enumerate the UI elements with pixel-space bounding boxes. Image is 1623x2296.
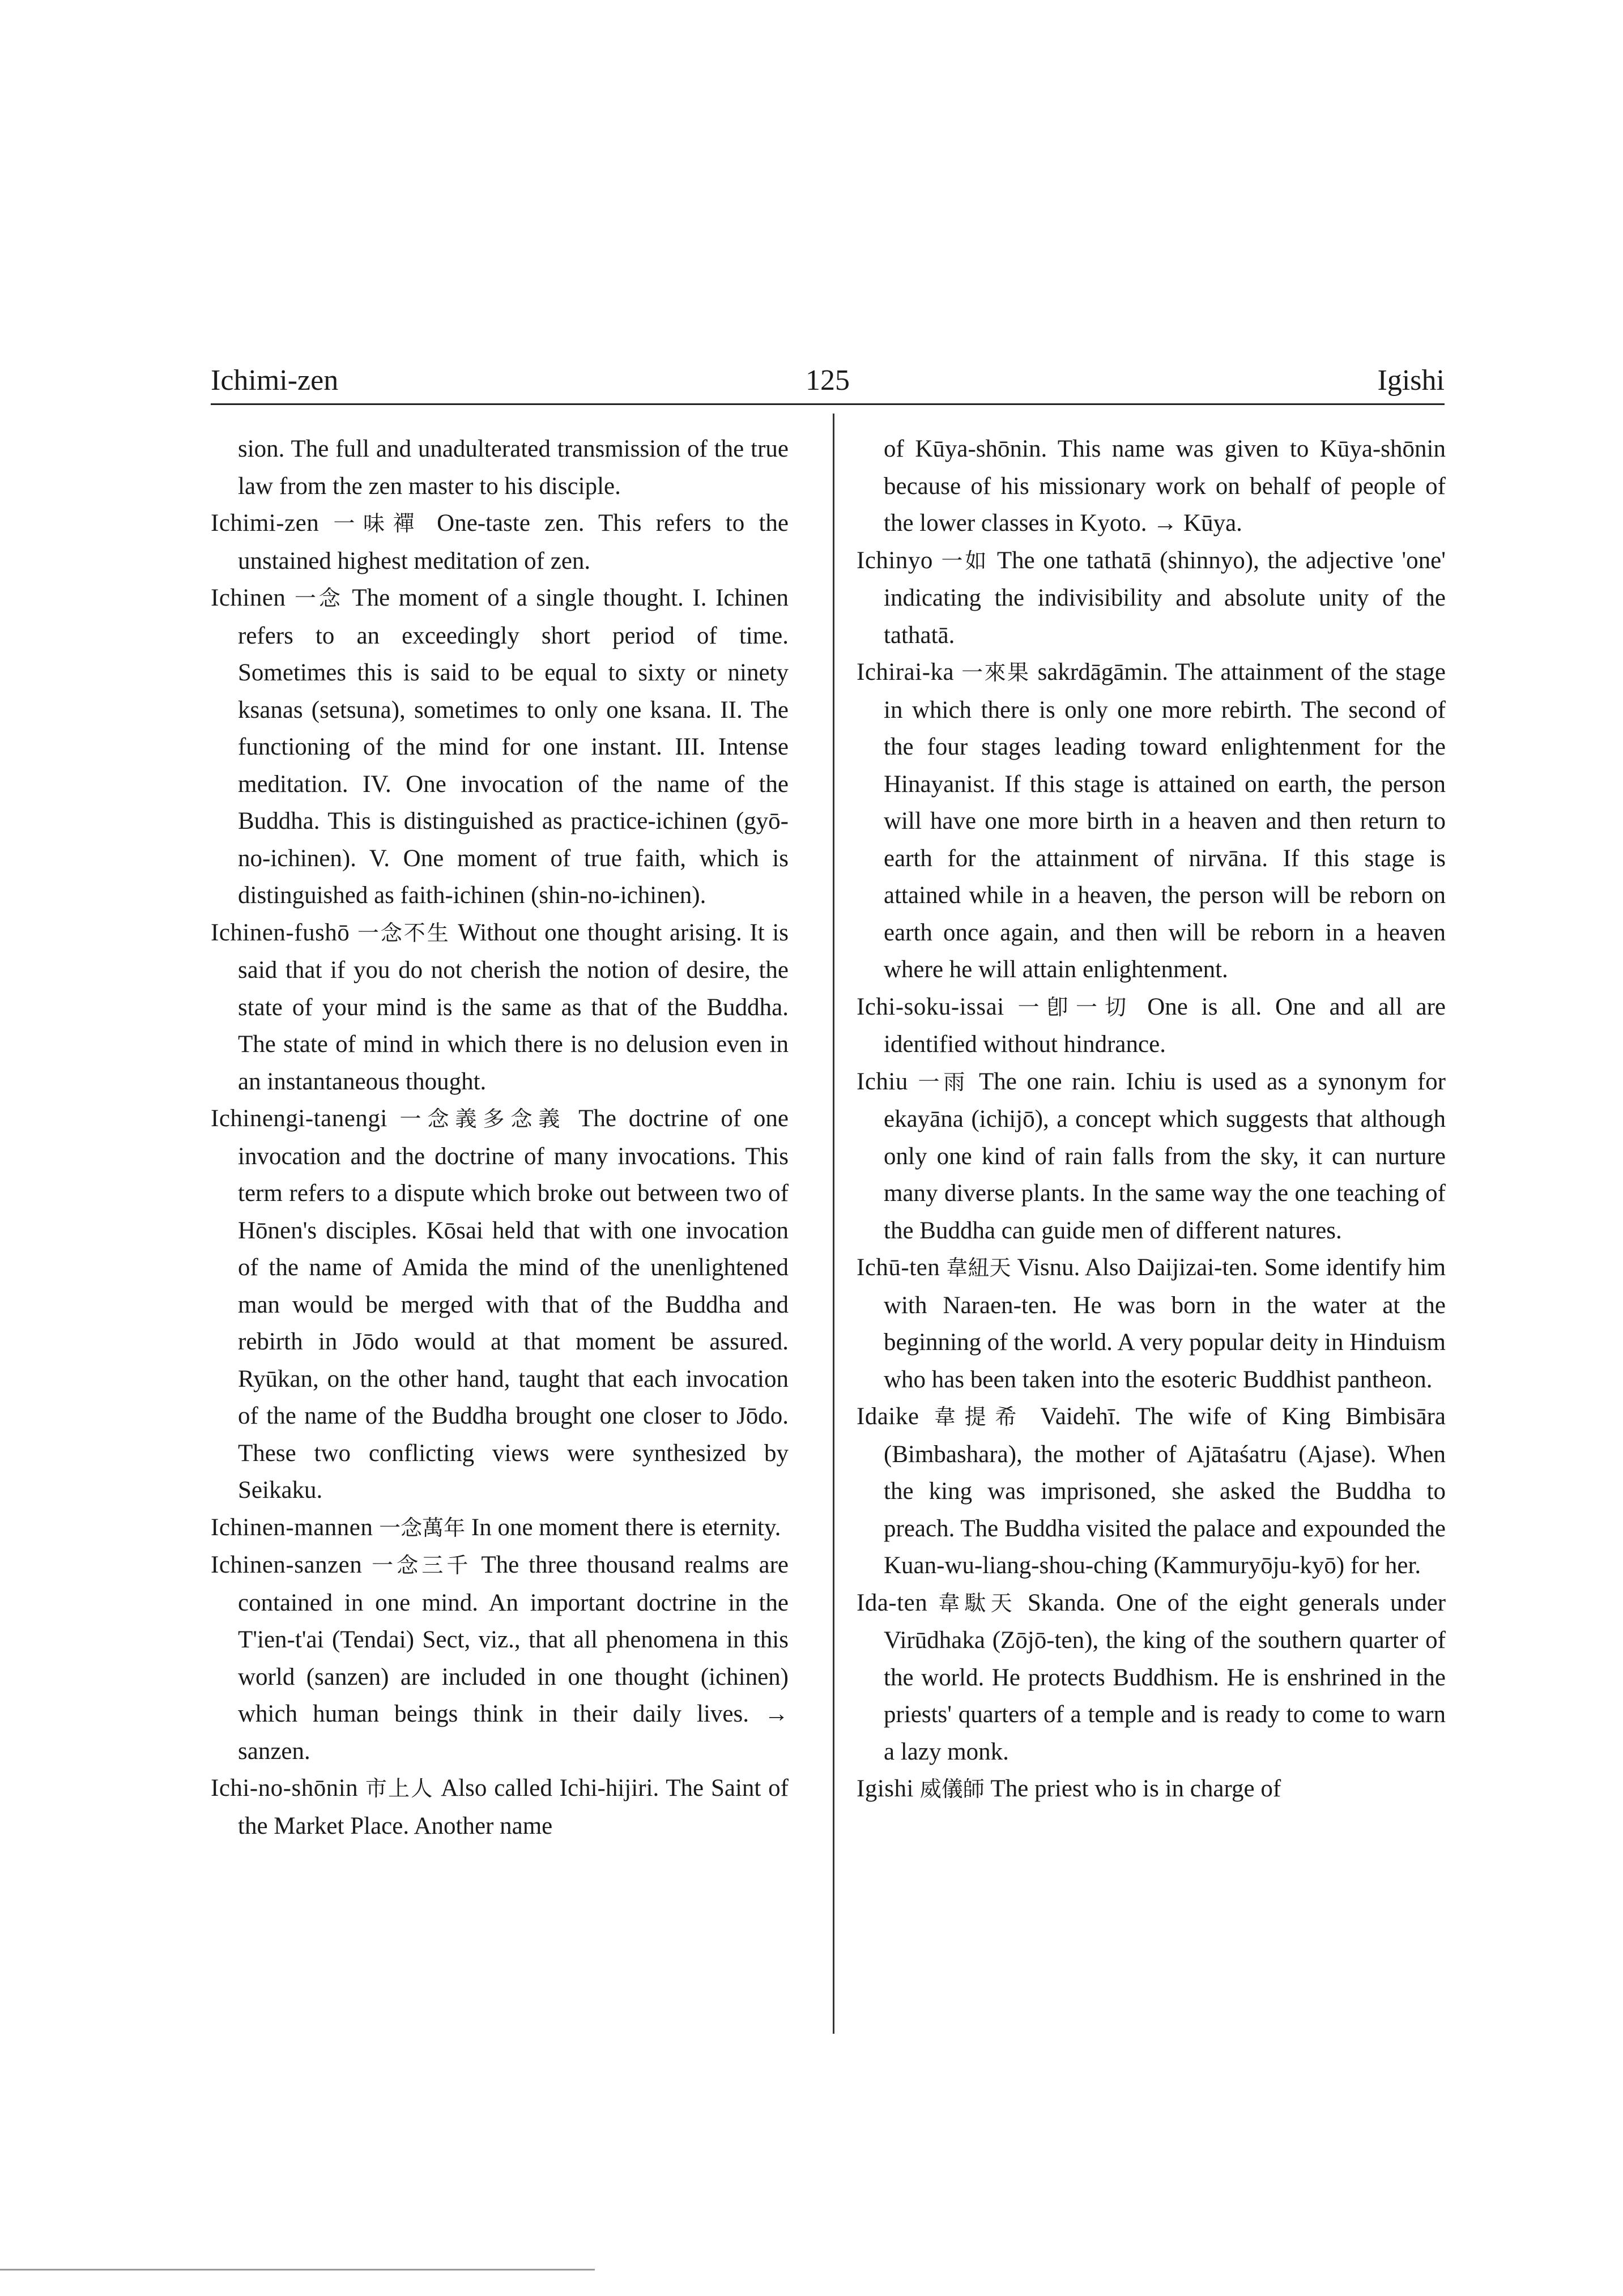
entry-headword: Ichi-no-shōnin [211, 1775, 359, 1801]
entry-headword: Ichirai-ka [857, 659, 955, 685]
right-column [857, 431, 1446, 1808]
entry-headword: Ida-ten [857, 1589, 928, 1616]
entry-headword: Ichinen-sanzen [211, 1552, 363, 1578]
dictionary-entry [211, 505, 789, 580]
entry-kanji: 一念不生 [357, 920, 450, 945]
entry-headword: Ichiu [857, 1068, 908, 1095]
dictionary-entry [857, 1249, 1446, 1398]
scan-bottom-rule [0, 2269, 595, 2271]
header-rule [211, 403, 1445, 405]
entry-headword: Idaike [857, 1403, 919, 1430]
entry-kanji: 一味禪 [333, 511, 423, 536]
dictionary-entry [211, 1100, 789, 1509]
entry-definition: Skanda. One of the eight generals under Virūdhaka (Zōjō-ten), the king of the southern quarter of the world. He protects Buddhism. He is enshrined in the priests' quarters of a temple and is ready to come to warn a lazy monk. [884, 1589, 1446, 1765]
entry-definition: Also called Ichi-hijiri. The Saint of the Market Place. Another name [238, 1775, 789, 1839]
entry-definition: The priest who is in charge of [990, 1775, 1281, 1802]
dictionary-entry [857, 542, 1446, 654]
entry-kanji: 一念義多念義 [399, 1106, 566, 1131]
entry-kanji: 一如 [941, 548, 989, 573]
entry-definition: Visnu. Also Daijizai-ten. Some identify him with Naraen-ten. He was born in the water at the beginning of the world. A very popular deity in Hinduism who has been taken into the esoteric Buddhist pantheon. [884, 1254, 1446, 1393]
dictionary-entry [211, 914, 789, 1101]
running-header [211, 358, 1445, 403]
dictionary-entry [211, 580, 789, 914]
entry-headword: Ichinyo [857, 547, 933, 574]
entry-definition: The moment of a single thought. I. Ichinen refers to an exceedingly short period of time. Sometimes this is said to be equal to sixty or ninety ksanas (setsuna), sometimes to only one ksana. II. The functioning of the mind for one instant. III. Intense meditation. IV. One invocation of the name of the Buddha. This is distinguished as practice-ichinen (gyō-no-ichinen). V. One moment of true faith, which is distinguished as faith-ichinen (shin-no-ichinen). [238, 585, 789, 909]
entry-headword: Ichinengi-tanengi [211, 1105, 387, 1132]
dictionary-entry [857, 1770, 1446, 1808]
entry-headword: Ichinen [211, 585, 286, 611]
entry-kanji: 一來果 [961, 660, 1030, 685]
column-divider [833, 414, 834, 2034]
entry-kanji: 韋提希 [934, 1404, 1026, 1429]
entry-headword: Ichū-ten [857, 1254, 940, 1281]
entry-definition: The one tathatā (shinnyo), the adjective 'one' indicating the indivisibility and absolute unity of the tathatā. [884, 547, 1446, 649]
dictionary-entry [211, 1509, 789, 1547]
dictionary-entry [857, 989, 1446, 1063]
entry-headword: Igishi [857, 1775, 914, 1802]
entry-kanji: 韋駄天 [938, 1590, 1017, 1616]
entry-kanji: 韋紐天 [946, 1255, 1011, 1280]
entry-definition: The three thousand realms are contained in one mind. An important doctrine in the T'ien-t'ai (Tendai) Sect, viz., that all phenomena in this world (sanzen) are included in one thought (ichinen) which human beings think in their daily lives. → sanzen. [238, 1552, 789, 1765]
entry-definition: One is all. One and all are identified without hindrance. [884, 993, 1446, 1058]
dictionary-entry [857, 654, 1446, 989]
dictionary-entry [857, 1584, 1446, 1771]
entry-kanji: 一念 [295, 586, 343, 611]
entry-headword: Ichinen-mannen [211, 1514, 373, 1541]
entry-kanji: 威儀師 [919, 1777, 985, 1801]
entry-headword: Ichimi-zen [211, 510, 320, 536]
dictionary-entry [211, 1770, 789, 1845]
entry-definition: The doctrine of one invocation and the doctrine of many invocations. This term refers to a dispute which broke out between two of Hōnen's disciples. Kōsai held that with one invocation of the name of Amida the mind of the unenlightened man would be merged with that of the Buddha and rebirth in Jōdo would at that moment be assured. Ryūkan, on the other hand, taught that each invocation of the name of the Buddha brought one closer to Jōdo. These two conflicting views were synthesized by Seikaku. [238, 1105, 789, 1503]
entry-definition: Vaidehī. The wife of King Bimbisāra (Bimbashara), the mother of Ajātaśatru (Ajase). When the king was imprisoned, she asked the Buddha to preach. The Buddha visited the palace and expounded the Kuan-wu-liang-shou-ching (Kammuryōju-kyō) for her. [884, 1403, 1446, 1579]
page-number: 125 [806, 364, 850, 397]
entry-kanji: 一雨 [918, 1069, 969, 1094]
entry-kanji: 一念萬年 [379, 1515, 466, 1540]
dictionary-entry [211, 1547, 789, 1770]
dictionary-entry [857, 1063, 1446, 1250]
entry-definition: Without one thought arising. It is said that if you do not cherish the notion of desire, the state of your mind is the same as that of the Buddha. The state of mind in which there is no delusion even in an instantaneous thought. [238, 919, 789, 1095]
header-left-guideword: Ichimi-zen [211, 364, 339, 397]
continuation-text: sion. The full and unadulterated transmission of the true law from the zen master to his disciple. [238, 436, 789, 500]
header-right-guideword: Igishi [1377, 364, 1445, 397]
entry-definition: The one rain. Ichiu is used as a synonym for ekayāna (ichijō), a concept which suggests that although only one kind of rain falls from the sky, it can nurture many diverse plants. In the same way the one teaching of the Buddha can guide men of different natures. [884, 1068, 1446, 1244]
entry-kanji: 一卽一切 [1017, 994, 1134, 1020]
continuation-text: of Kūya-shōnin. This name was given to Kūya-shōnin because of his missionary work on behalf of people of the lower classes in Kyoto. → Kūya. [884, 436, 1446, 536]
entry-kanji: 一念三千 [372, 1553, 472, 1578]
entry-kanji: 市上人 [365, 1776, 434, 1801]
entry-definition: One-taste zen. This refers to the unstained highest meditation of zen. [238, 510, 789, 574]
entry-definition: sakrdāgāmin. The attainment of the stage in which there is only one more rebirth. The second of the four stages leading toward enlightenment for the Hinayanist. If this stage is attained on earth, the person will have one more birth in a heaven and then return to earth for the attainment of nirvāna. If this stage is attained while in a heaven, the person will be reborn on earth once again, and then will be reborn in a heaven where he will attain enlightenment. [884, 659, 1446, 983]
entry-headword: Ichi-soku-issai [857, 993, 1004, 1020]
dictionary-entry [857, 1398, 1446, 1584]
left-column [211, 431, 789, 1845]
entry-definition: In one moment there is eternity. [471, 1514, 781, 1541]
entry-headword: Ichinen-fushō [211, 919, 350, 946]
